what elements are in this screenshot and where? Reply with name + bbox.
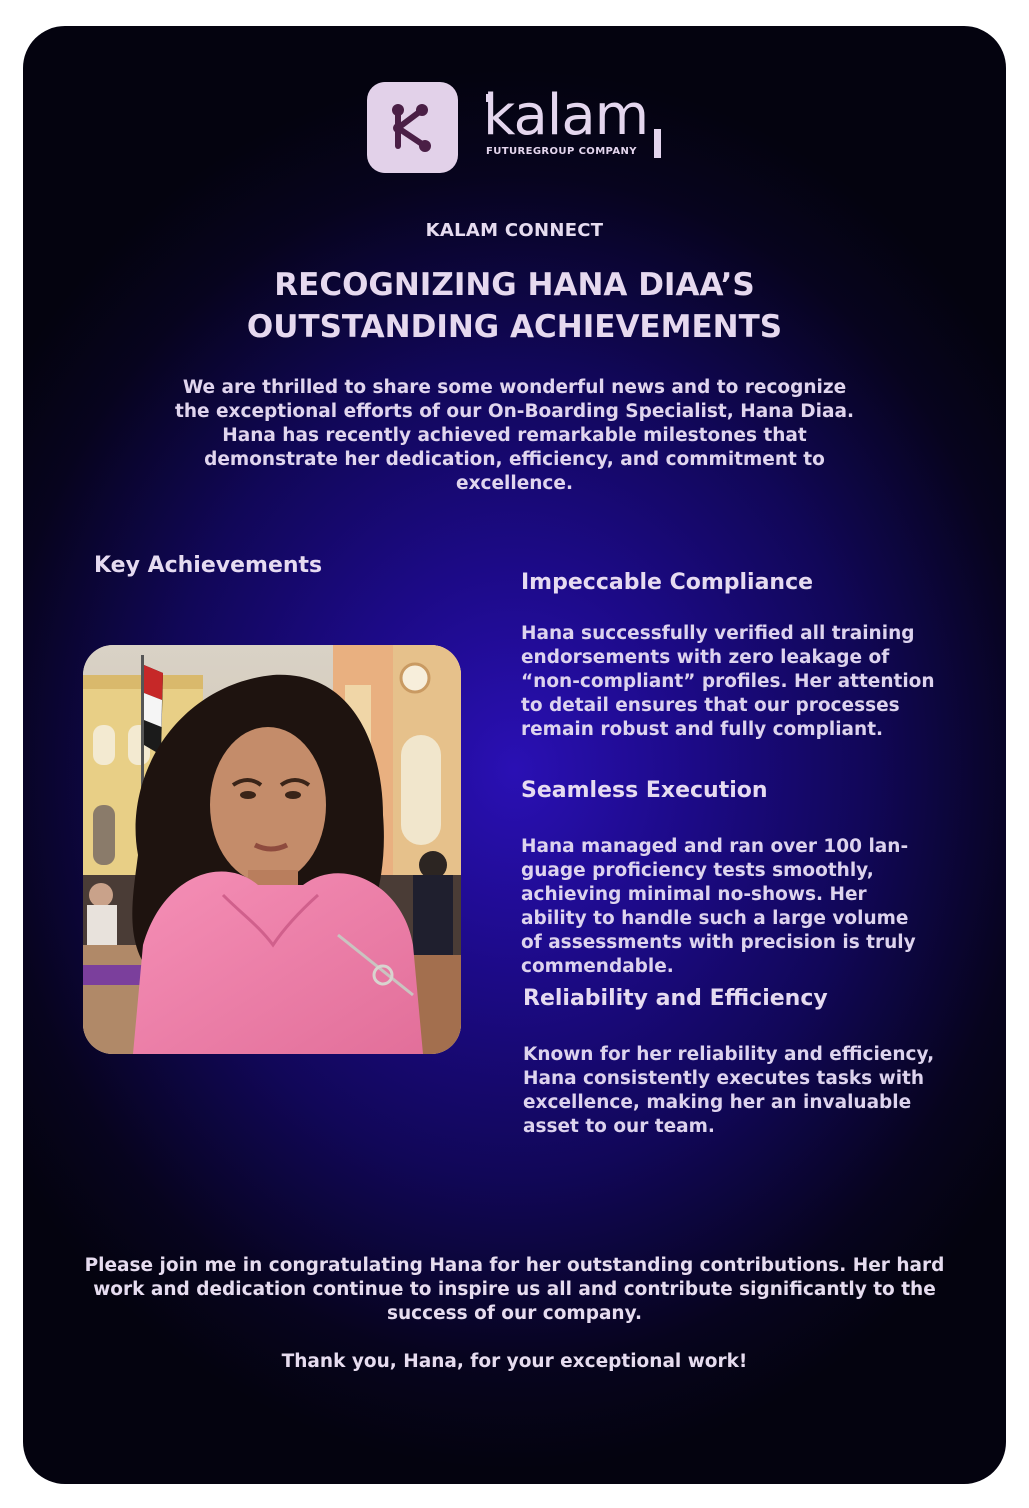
achievement-line: ability to handle such a large volume [521, 908, 909, 929]
newsletter-card [23, 26, 1006, 1484]
achievement-line: guage proficiency tests smoothly, [521, 860, 874, 881]
brand-tagline: FUTUREGROUP COMPANY [486, 146, 637, 157]
eyebrow-label: KALAM CONNECT [425, 220, 604, 241]
kalam-logo-icon [367, 82, 458, 173]
hana-portrait-photo [83, 645, 461, 1054]
brand-accent-bar [654, 129, 661, 158]
achievement-line: asset to our team. [523, 1116, 715, 1137]
page-title [23, 264, 1006, 348]
achievement-line: endorsements with zero leakage of [521, 647, 890, 668]
achievement-line: remain robust and fully compliant. [521, 719, 884, 740]
title-line: RECOGNIZING HANA DIAA’S [274, 267, 755, 303]
achievement-line: to detail ensures that our processes [521, 695, 900, 716]
thanks-line: Thank you, Hana, for your exceptional work! [281, 1351, 748, 1372]
achievement-body-compliance [521, 622, 935, 742]
achievement-line: Hana consistently executes tasks with [523, 1068, 925, 1089]
achievement-title-execution: Seamless Execution [521, 778, 768, 803]
intro-paragraph: We are thrilled to share some wonderful news and to recognize the exceptional efforts of our On-Boarding Specialist, Hana Diaa. Hana has recently achieved remarkable milestones that demonstrate her dedication, efficiency, and commitment to excellence. [175, 377, 854, 494]
brand-name: kalam [483, 83, 649, 148]
achievement-body-execution [521, 835, 916, 979]
achievement-line: Hana managed and ran over 100 lan- [521, 836, 909, 857]
achievement-title-reliability: Reliability and Efficiency [523, 986, 828, 1011]
closing-paragraph: Please join me in congratulating Hana for her outstanding contributions. Her hard work and dedication continue to inspire us all and contribute significantly to the success of our company. [84, 1255, 945, 1324]
achievement-line: excellence, making her an invaluable [523, 1092, 912, 1113]
achievement-line: achieving minimal no-shows. Her [521, 884, 867, 905]
achievement-line: “non-compliant” profiles. Her attention [521, 671, 935, 692]
achievement-line: Hana successfully verified all training [521, 623, 915, 644]
achievement-body-reliability [523, 1043, 934, 1139]
achievement-line: commendable. [521, 956, 674, 977]
key-achievements-heading: Key Achievements [94, 553, 323, 578]
achievement-title-compliance: Impeccable Compliance [521, 570, 814, 595]
title-line: OUTSTANDING ACHIEVEMENTS [246, 309, 783, 345]
achievement-line: Known for her reliability and efficiency, [523, 1044, 935, 1065]
achievement-line: of assessments with precision is truly [521, 932, 916, 953]
